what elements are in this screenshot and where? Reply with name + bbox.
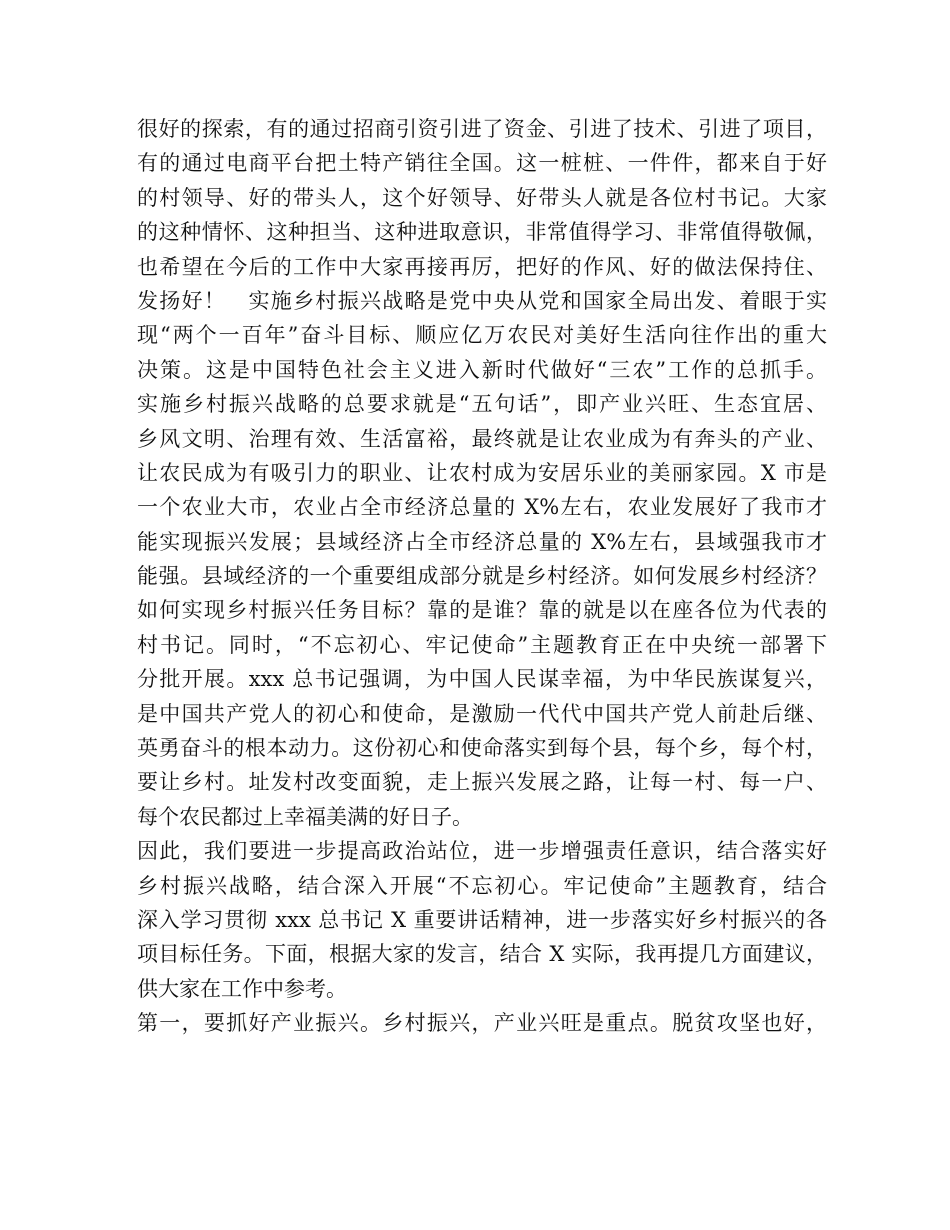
text-line: 深入学习贯彻 xxx 总书记 X 重要讲话精神，进一步落实好乡村振兴的各 bbox=[137, 907, 827, 932]
text-line: 供大家在工作中参考。 bbox=[137, 976, 347, 1001]
text-line: 实施乡村振兴战略的总要求就是“五句话”，即产业兴旺、生态宜居、 bbox=[137, 392, 827, 417]
text-line: 每个农民都过上幸福美满的好日子。 bbox=[137, 804, 473, 829]
text-line: 乡风文明、治理有效、生活富裕，最终就是让农业成为有奔头的产业、 bbox=[137, 426, 827, 451]
text-line: 第一，要抓好产业振兴。乡村振兴，产业兴旺是重点。脱贫攻坚也好， bbox=[137, 1011, 827, 1036]
text-line: 乡村振兴战略，结合深入开展“不忘初心。牢记使命”主题教育，结合 bbox=[137, 873, 827, 898]
text-line: 能实现振兴发展；县域经济占全市经济总量的 X%左右，县域强我市才 bbox=[137, 529, 827, 554]
text-line: 现“两个一百年”奋斗目标、顺应亿万农民对美好生活向往作出的重大 bbox=[137, 323, 827, 348]
text-line: 一个农业大市，农业占全市经济总量的 X%左右，农业发展好了我市才 bbox=[137, 495, 827, 520]
text-line: 分批开展。xxx 总书记强调，为中国人民谋幸福，为中华民族谋复兴， bbox=[137, 667, 827, 692]
body-text bbox=[137, 112, 827, 1041]
text-line: 能强。县域经济的一个重要组成部分就是乡村经济。如何发展乡村经济？ bbox=[137, 564, 827, 589]
text-line: 要让乡村。址发村改变面貌，走上振兴发展之路，让每一村、每一户、 bbox=[137, 770, 827, 795]
text-line: 是中国共产党人的初心和使命，是激励一代代中国共产党人前赴后继、 bbox=[137, 701, 827, 726]
text-line: 发扬好！ 实施乡村振兴战略是党中央从党和国家全局出发、着眼于实 bbox=[137, 288, 827, 313]
text-line: 村书记。同时，“不忘初心、牢记使命”主题教育正在中央统一部署下 bbox=[137, 632, 827, 657]
text-line: 的村领导、好的带头人，这个好领导、好带头人就是各位村书记。大家 bbox=[137, 185, 827, 210]
text-line: 决策。这是中国特色社会主义进入新时代做好“三农”工作的总抓手。 bbox=[137, 357, 827, 382]
text-line: 的这种情怀、这种担当、这种进取意识，非常值得学习、非常值得敬佩， bbox=[137, 220, 827, 245]
text-line: 英勇奋斗的根本动力。这份初心和使命落实到每个县，每个乡，每个村， bbox=[137, 736, 827, 761]
text-line: 因此，我们要进一步提高政治站位，进一步增强责任意识，结合落实好 bbox=[137, 839, 827, 864]
text-line: 如何实现乡村振兴任务目标？靠的是谁？靠的就是以在座各位为代表的 bbox=[137, 598, 827, 623]
text-line: 项目标任务。下面，根据大家的发言，结合 X 实际，我再提几方面建议， bbox=[137, 942, 827, 967]
text-line: 也希望在今后的工作中大家再接再厉，把好的作风、好的做法保持住、 bbox=[137, 254, 827, 279]
text-line: 很好的探索，有的通过招商引资引进了资金、引进了技术、引进了项目， bbox=[137, 117, 827, 141]
text-line: 让农民成为有吸引力的职业、让农村成为安居乐业的美丽家园。X 市是 bbox=[137, 460, 827, 485]
text-line: 有的通过电商平台把土特产销往全国。这一桩桩、一件件，都来自于好 bbox=[137, 151, 827, 176]
